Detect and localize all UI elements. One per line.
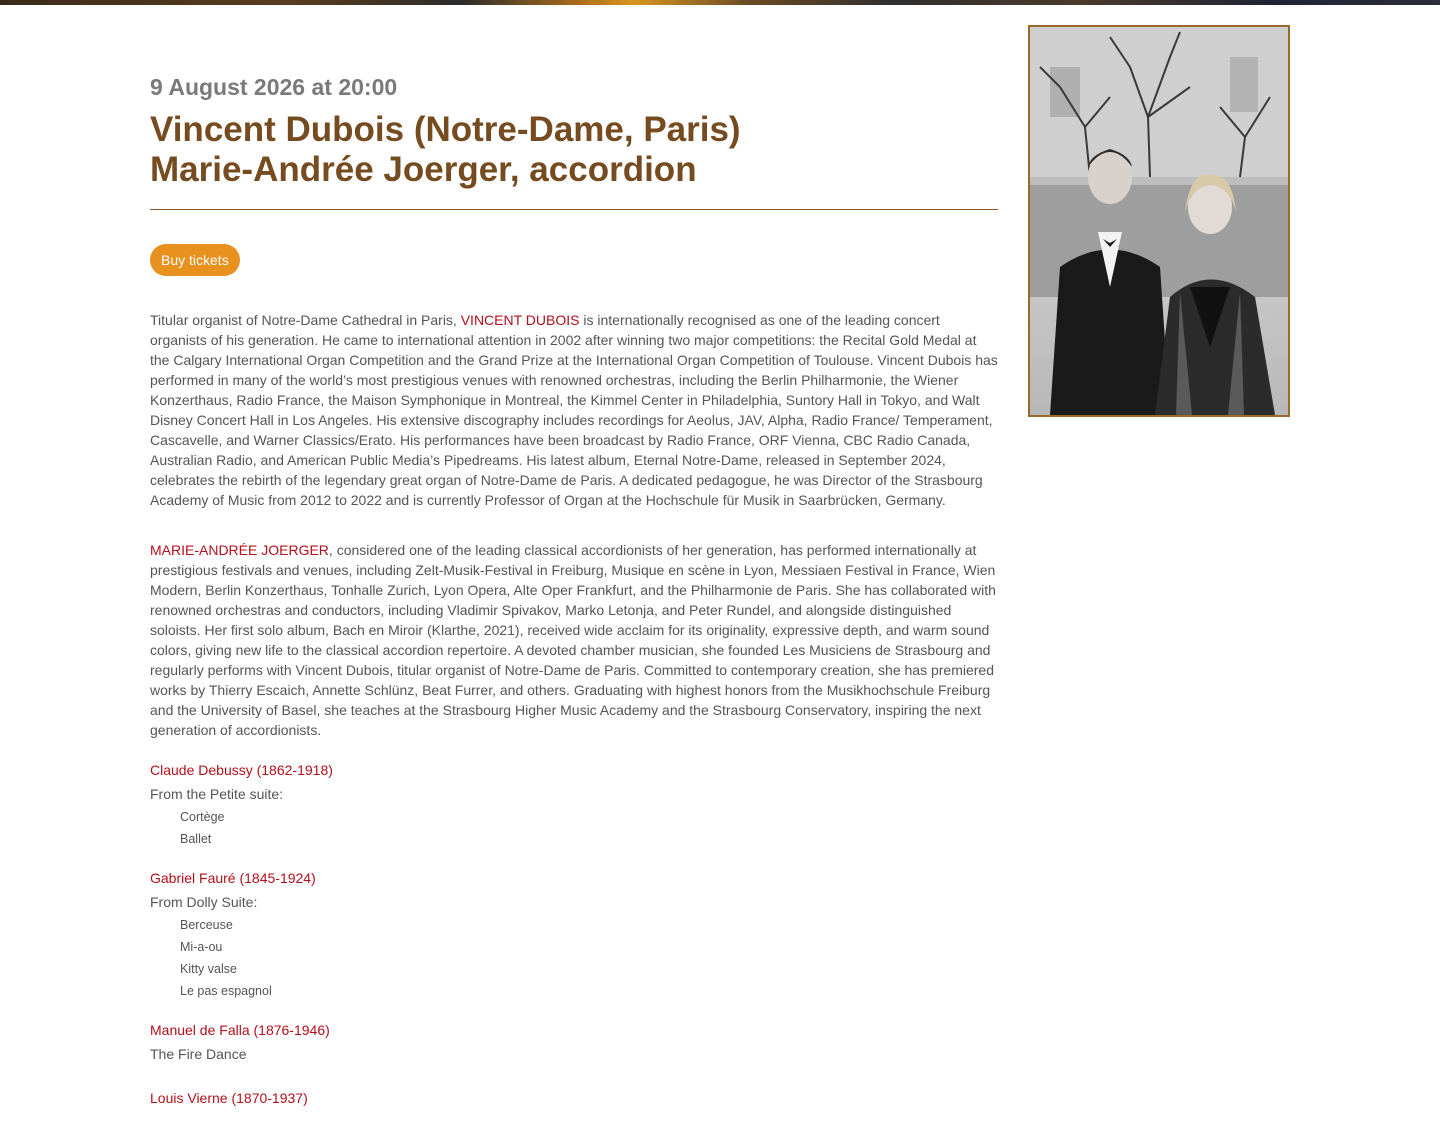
movement-item: Cortège (180, 810, 225, 824)
program-item (150, 1088, 998, 1108)
bio-marie-andree-joerger (150, 540, 998, 740)
bio-2-body: , considered one of the leading classical accordionists of her generation, has performed internationally at prestigious festivals and venues, including Zelt-Musik-Festival in Freiburg, Musique en scène in Lyon, Messiaen Festival in France, Wien Modern, Berlin Konzerthaus, Tonhalle Zurich, Lyon Opera, Alte Oper Frankfurt, and the Philharmonie de Paris. She has collaborated with renowned orchestras and conductors, including Vladimir Spivakov, Marko Letonja, and Peter Rundel, and alongside distinguished soloists. Her first solo album, Bach en Miroir (Klarthe, 2021), received wide acclaim for its originality, expressive depth, and warm sound colors, giving new life to the classical accordion repertoire. A devoted chamber musician, she founded Les Musiciens de Strasbourg and regularly performs with Vincent Dubois, titular organist of Notre-Dame de Paris. Committed to contemporary creation, she has premiered works by Thierry Escaich, Annette Schlünz, Beat Furrer, and others. Graduating with highest honors from the Musikhochschule Freiburg and the University of Basel, she teaches at the Strasbourg Higher Music Academy and the Strasbourg Conservatory, inspiring the next generation of accordionists. (150, 542, 996, 738)
program-list (150, 760, 998, 1126)
artists-photo-image (1030, 27, 1288, 415)
work-title: From Dolly Suite: (150, 894, 258, 910)
program-item (150, 760, 998, 850)
vincent-dubois-link[interactable]: VINCENT DUBOIS (460, 312, 580, 328)
composer-name: Louis Vierne (1870-1937) (150, 1090, 308, 1106)
bio-1-body: is internationally recognised as one of the leading concert organists of his generation. He came to international attention in 2002 after winning two major competitions: the Recital Gold Medal at the Calgary International Organ Competition and the Grand Prize at the International Organ Competition of Toulouse. Vincent Dubois has performed in many of the world’s most prestigious venues with renowned orchestras, including the Berlin Philharmonie, the Wiener Konzerthaus, Radio France, the Maison Symphonique in Montreal, the Kimmel Center in Philadelphia, Suntory Hall in Tokyo, and Walt Disney Concert Hall in Los Angeles. His extensive discography includes recordings for Aeolus, JAV, Alpha, Radio France/ Temperament, Cascavelle, and Warner Classics/Erato. His performances have been broadcast by Radio France, ORF Vienna, CBC Radio Canada, Australian Radio, and American Public Media’s Pipedreams. His latest album, Eternal Notre-Dame, released in September 2024, celebrates the rebirth of the legendary great organ of Notre-Dame de Paris. A dedicated pedagogue, he was Director of the Strasbourg Academy of Music from 2012 to 2022 and is currently Professor of Organ at the Hochschule für Musik in Saarbrücken, Germany. (150, 312, 998, 508)
movement-item: Ballet (180, 832, 212, 846)
marie-andree-joerger-link[interactable]: MARIE-ANDRÉE JOERGER (150, 542, 329, 558)
movement-item: Mi-a-ou (180, 940, 223, 954)
event-title (150, 110, 741, 190)
event-title-line-1: Vincent Dubois (Notre-Dame, Paris) (150, 110, 741, 149)
buy-tickets-button[interactable]: Buy tickets (150, 244, 240, 276)
movement-list (150, 806, 998, 850)
movement-item: Kitty valse (180, 962, 237, 976)
movement-list (150, 914, 998, 1002)
bio-1-intro: Titular organist of Notre-Dame Cathedral in Paris, (150, 312, 461, 328)
work-title: The Fire Dance (150, 1046, 247, 1062)
event-date: 9 August 2026 at 20:00 (150, 74, 398, 100)
composer-name: Claude Debussy (1862-1918) (150, 762, 333, 778)
header-banner-strip (0, 0, 1440, 5)
event-title-line-2: Marie-Andrée Joerger, accordion (150, 150, 697, 189)
program-item (150, 1020, 998, 1064)
movement-item: Berceuse (180, 918, 233, 932)
bio-vincent-dubois (150, 310, 998, 510)
program-item (150, 868, 998, 1002)
movement-item: Le pas espagnol (180, 984, 272, 998)
artists-photo (1028, 25, 1290, 417)
work-title: From the Petite suite: (150, 786, 284, 802)
title-divider (150, 209, 998, 210)
composer-name: Gabriel Fauré (1845-1924) (150, 870, 316, 886)
composer-name: Manuel de Falla (1876-1946) (150, 1022, 330, 1038)
